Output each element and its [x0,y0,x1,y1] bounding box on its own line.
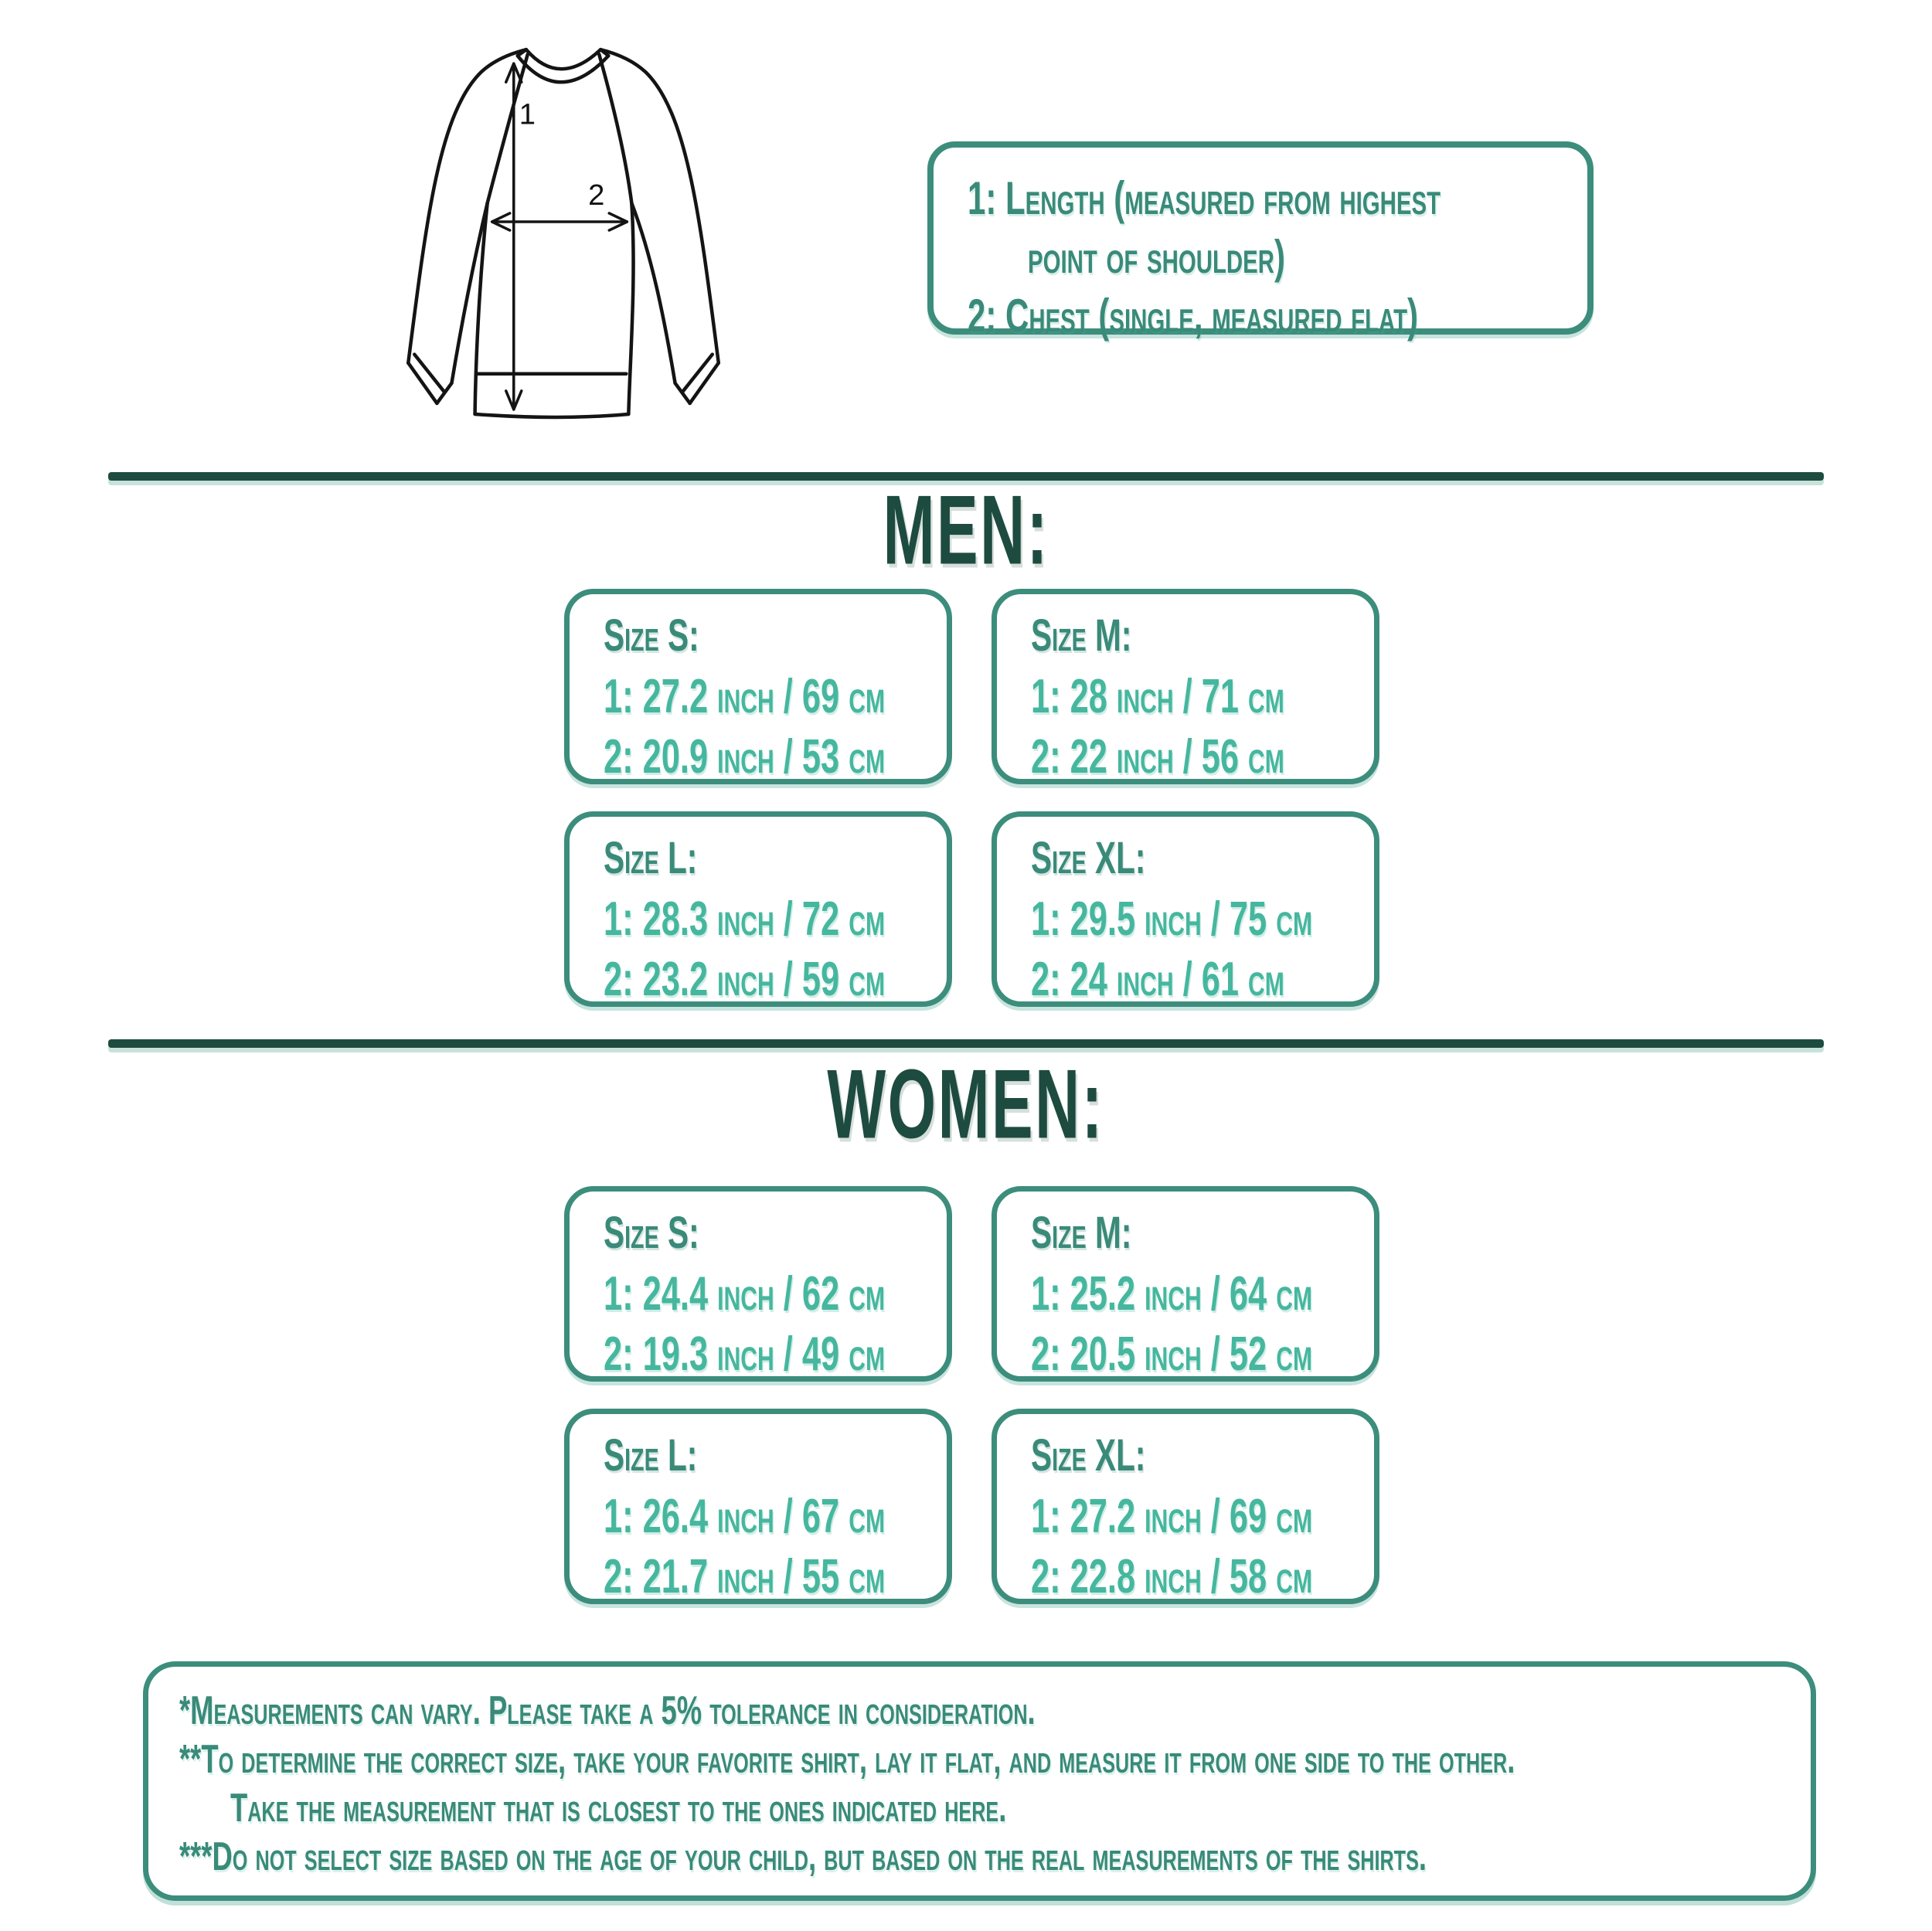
legend-line-1: 1: Length (measured from highest [968,172,1441,224]
length-measurement: 1: 28.3 inch / 72 cm [604,892,886,946]
size-card-women-s [564,1186,952,1382]
chest-measurement: 2: 21.7 inch / 55 cm [604,1550,886,1603]
footnote-child-size: ***Do not select size based on the age of your child, but based on the real measurements of the shirts. [179,1834,1427,1879]
length-measurement: 1: 27.2 inch / 69 cm [1031,1490,1313,1543]
size-label: Size S: [604,610,699,661]
size-card-men-l [564,811,952,1007]
chest-measurement: 2: 23.2 inch / 59 cm [604,953,886,1006]
size-label: Size M: [1031,1208,1132,1258]
shirt-body-lines [408,49,719,417]
shirt-diagram [362,22,757,425]
arrow-2-label: 2 [588,178,605,212]
legend-line-3: 2: Chest (single, measured flat) [968,290,1419,342]
chest-measurement: 2: 22 inch / 56 cm [1031,730,1284,784]
chest-measurement: 2: 20.9 inch / 53 cm [604,730,886,784]
chest-measurement: 2: 20.5 inch / 52 cm [1031,1328,1313,1381]
footnotes-box [143,1661,1816,1901]
length-measurement: 1: 25.2 inch / 64 cm [1031,1267,1313,1321]
footnote-how-to-measure: **To determine the correct size, take your favorite shirt, lay it flat, and measure it from one side to the other. [179,1737,1515,1782]
size-card-men-s [564,589,952,784]
size-card-women-m [992,1186,1379,1382]
footnote-how-to-measure-cont: Take the measurement that is closest to the ones indicated here. [230,1786,1007,1831]
size-card-men-xl [992,811,1379,1007]
measurement-legend-box [927,141,1594,342]
men-size-cards [564,589,1380,1007]
length-measurement: 1: 24.4 inch / 62 cm [604,1267,886,1321]
chest-measurement: 2: 22.8 inch / 58 cm [1031,1550,1313,1603]
size-card-men-m [992,589,1379,784]
arrow-1-label: 1 [519,97,536,131]
women-size-cards [564,1186,1380,1604]
size-label: Size XL: [1031,833,1146,883]
shirt-outline-icon [362,22,757,425]
legend-line-2: point of shoulder) [1028,231,1285,283]
men-section-title: MEN: [883,474,1049,585]
chest-measurement: 2: 19.3 inch / 49 cm [604,1328,886,1381]
footnote-tolerance: *Measurements can vary. Please take a 5% tolerance in consideration. [179,1688,1036,1733]
women-section-title: WOMEN: [827,1048,1105,1159]
length-measurement: 1: 27.2 inch / 69 cm [604,670,886,723]
size-card-women-l [564,1409,952,1604]
size-card-women-xl [992,1409,1379,1604]
length-measurement: 1: 26.4 inch / 67 cm [604,1490,886,1543]
size-label: Size L: [604,833,698,883]
size-label: Size M: [1031,610,1132,661]
size-label: Size XL: [1031,1430,1146,1481]
length-measurement: 1: 28 inch / 71 cm [1031,670,1284,723]
chest-measurement: 2: 24 inch / 61 cm [1031,953,1284,1006]
size-label: Size L: [604,1430,698,1481]
size-label: Size S: [604,1208,699,1258]
length-measurement: 1: 29.5 inch / 75 cm [1031,892,1313,946]
